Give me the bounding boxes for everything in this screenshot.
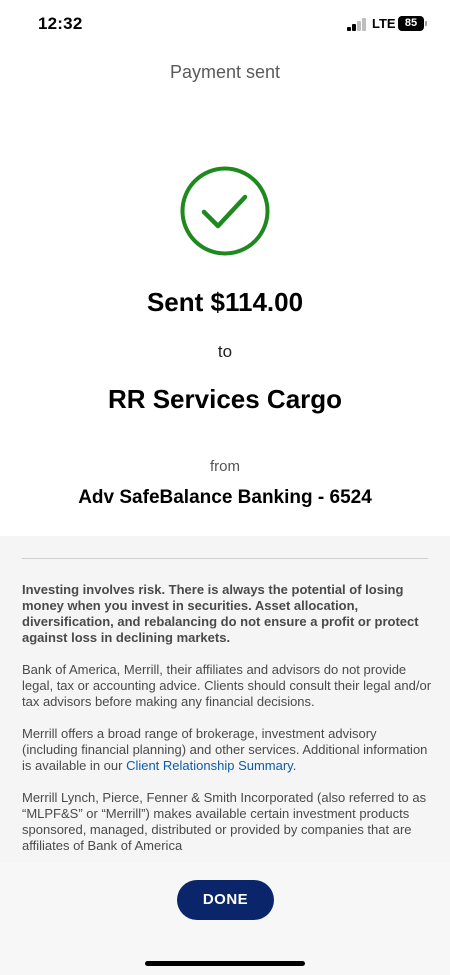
risk-disclosure: Investing involves risk. There is always the potential of losing money when you invest in securities. Asset allocation, diversification, and rebalancing do not ensure a profit or protect against loss in declining markets. [22,582,419,645]
mlpfs-disclosure: Merrill Lynch, Pierce, Fenner & Smith Incorporated (also referred to as “MLPF&S” or “Merrill”) makes available certain investment products sponsored, managed, distributed or provided by companies that are affiliates of Bank of America [22,790,427,853]
status-bar [0,0,450,48]
from-label: from [210,458,240,475]
network-type: LTE [372,16,396,31]
done-button[interactable]: DONE [177,880,274,920]
divider [22,558,428,559]
from-account: Adv SafeBalance Banking - 6524 [78,487,372,508]
client-relationship-summary-link[interactable]: Client Relationship Summary [126,758,293,773]
status-time: 12:32 [38,14,83,33]
signal-strength-icon [347,18,367,31]
page-title: Payment sent [169,62,281,82]
services-disclosure [22,726,432,774]
advice-disclosure: Bank of America, Merrill, their affiliates and advisors do not provide legal, tax or accounting advice. Clients should consult their legal and/or tax advisors before making any financial decisions. [22,662,432,709]
services-period: . [292,758,297,773]
to-label: to [217,342,233,361]
sent-amount: Sent $114.00 [146,287,304,317]
services-text: Merrill offers a broad range of brokerage, investment advisory (including financial planning) and other services. Additional information is available in our [22,726,428,773]
recipient-name: RR Services Cargo [107,384,343,414]
battery-icon: 85 [398,16,424,31]
home-indicator[interactable] [145,961,305,966]
check-circle-icon [179,165,271,257]
battery-tip [425,21,427,26]
footer [0,863,450,975]
disclosures-text [22,582,432,863]
disclosures-section[interactable] [0,536,450,863]
